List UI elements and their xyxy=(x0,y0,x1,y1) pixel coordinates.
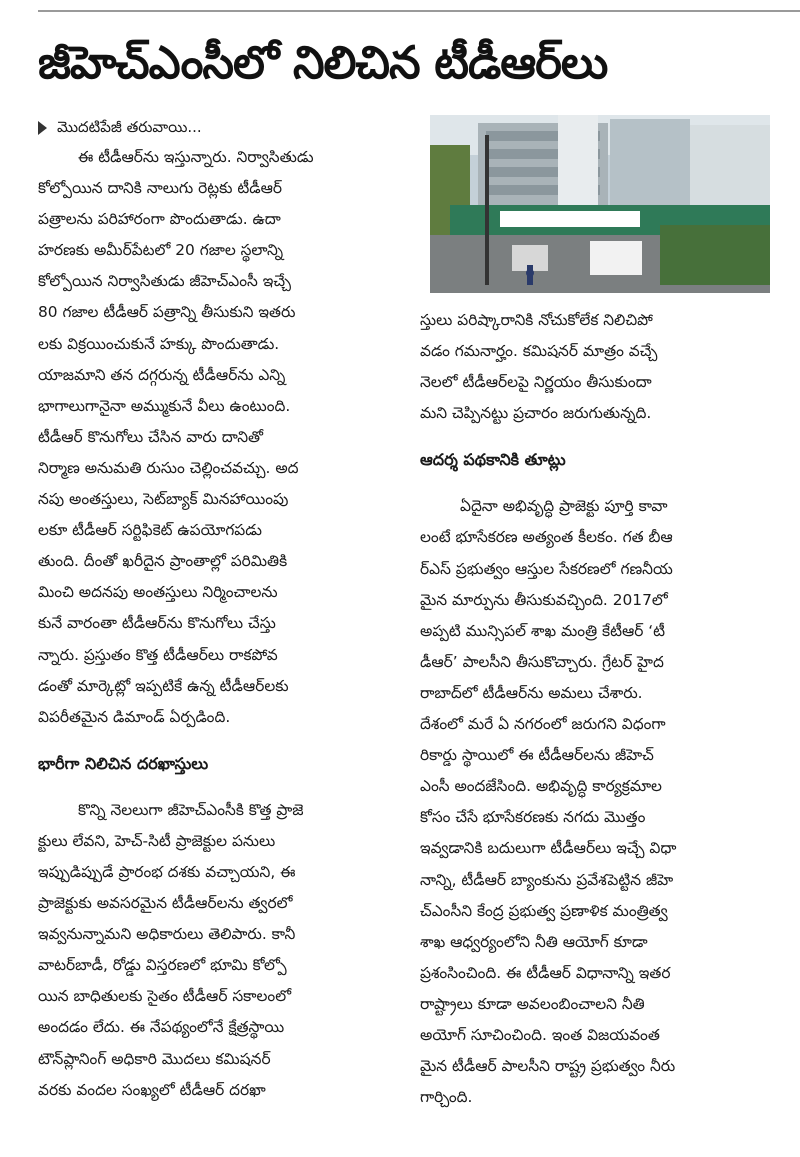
top-rule xyxy=(38,10,800,12)
text-line: 80 గజాల టీడీఆర్ పత్రాన్ని తీసుకుని ఇతరు xyxy=(38,303,296,322)
text-line: ఇప్పుడిప్పుడే ప్రారంభ దశకు వచ్చాయని, ఈ xyxy=(38,862,296,881)
text-line: చ్‌ఎంసీని కేంద్ర ప్రభుత్వ ప్రణాళిక మంత్రిత్వ xyxy=(420,901,668,920)
text-line: కొన్ని నెలలుగా జీహెచ్‌ఎంసీకి కొత్త ప్రాజె xyxy=(78,800,304,819)
text-line: లంటే భూసేకరణ అత్యంత కీలకం. గత బీఆ xyxy=(420,528,673,547)
text-line: వాటర్‌బాడీ, రోడ్డు విస్తరణలో భూమి కోల్పో xyxy=(38,956,287,975)
text-line: న్నారు. ప్రస్తుతం కొత్త టీడీఆర్‌లు రాకపోవ xyxy=(38,645,278,664)
text-line: ప్రశంసించింది. ఈ టీడీఆర్ విధానాన్ని ఇతర xyxy=(420,963,671,982)
left-column xyxy=(38,112,406,1106)
text-line: మించి అదనపు అంతస్తులు నిర్మించాలను xyxy=(38,583,278,602)
text-line: టీడీఆర్ కొనుగోలు చేసిన వారు దానితో xyxy=(38,427,264,446)
chevron-right-icon xyxy=(38,121,47,135)
text-line: ర్ఎస్ ప్రభుత్వం ఆస్తుల సేకరణలో గణనీయ xyxy=(420,559,673,578)
headline: జీహెచ్‌ఎంసీలో నిలిచిన టీడీఆర్‌లు xyxy=(38,36,608,89)
text-line: నిర్మాణ అనుమతి రుసుం చెల్లించవచ్చు. అద xyxy=(38,458,299,477)
text-line: దేశంలో మరే ఏ నగరంలో జరుగని విధంగా xyxy=(420,715,666,734)
right-body-1 xyxy=(420,305,782,429)
text-line: వడం గమనార్హం. కమిషనర్ మాత్రం వచ్చే xyxy=(420,342,658,361)
text-line: లకు విక్రయించుకునే హక్కు పొందుతాడు. xyxy=(38,334,280,353)
text-line: వరకు వందల సంఖ్యలో టీడీఆర్ దరఖా xyxy=(38,1080,266,1099)
text-line: నాన్ని, టీడీఆర్ బ్యాంకును ప్రవేశపెట్టిన జీహె xyxy=(420,870,674,889)
text-line: మైన మార్పును తీసుకువచ్చింది. 2017లో xyxy=(420,590,668,609)
text-line: ఎంసీ అందజేసింది. అభివృద్ధి కార్యక్రమాల xyxy=(420,777,662,796)
text-line: మని చెప్పినట్టు ప్రచారం జరుగుతున్నది. xyxy=(420,404,652,423)
text-line: గార్చింది. xyxy=(420,1088,473,1107)
continued-label: మొదటిపేజీ తరువాయి... xyxy=(57,118,202,136)
right-body-2 xyxy=(420,491,782,1113)
subhead-2: ఆదర్శ పథకానికి తూట్లు xyxy=(420,450,566,470)
text-line: తుంది. దీంతో ఖరీదైన ప్రాంతాల్లో పరిమితికి xyxy=(38,552,288,571)
text-line: యిన బాధితులకు సైతం టీడీఆర్ సకాలంలో xyxy=(38,987,292,1006)
text-line: కోసం చేసే భూసేకరణకు నగదు మొత్తం xyxy=(420,808,646,827)
text-line: రాష్ట్రాలు కూడా అవలంబించాలని నీతి xyxy=(420,994,645,1013)
left-body-2 xyxy=(38,795,406,1106)
text-line: ఇవ్వడానికి బదులుగా టీడీఆర్‌లు ఇచ్చే విధా xyxy=(420,839,677,858)
text-line: భాగాలుగానైనా అమ్ముకునే వీలు ఉంటుంది. xyxy=(38,396,291,415)
text-line: స్తులు పరిష్కారానికి నోచుకోలేక నిలిచిపో xyxy=(420,311,653,329)
text-line: డంతో మార్కెట్లో ఇప్పటికే ఉన్న టీడీఆర్‌లకు xyxy=(38,676,289,695)
subhead-1: భారీగా నిలిచిన దరఖాస్తులు xyxy=(38,753,209,773)
text-line: అందడం లేదు. ఈ నేపథ్యంలోనే క్షేత్రస్థాయి xyxy=(38,1018,285,1037)
right-column xyxy=(420,305,782,1113)
text-line: కోల్పోయిన దానికి నాలుగు రెట్లకు టీడీఆర్ xyxy=(38,179,283,198)
text-line: కునే వారంతా టీడీఆర్‌ను కొనుగోలు చేస్తు xyxy=(38,614,276,633)
text-line: శాఖ ఆధ్వర్యంలోని నీతి ఆయోగ్ కూడా xyxy=(420,932,648,951)
text-line: హరణకు అమీర్‌పేటలో 20 గజాల స్థలాన్ని xyxy=(38,241,284,260)
text-line: నెలలో టీడీఆర్‌లపై నిర్ణయం తీసుకుందా xyxy=(420,373,652,392)
text-line: ప్రాజెక్టుకు అవసరమైన టీడీఆర్‌లను త్వరలో xyxy=(38,894,293,913)
text-line: నపు అంతస్తులు, సెట్‌బ్యాక్ మినహాయింపు xyxy=(38,490,289,509)
text-line: క్టులు లేవని, హెచ్-సిటీ ప్రాజెక్టుల పనులు xyxy=(38,831,276,850)
left-body-1 xyxy=(38,142,406,733)
text-line: ఈ టీడీఆర్‌ను ఇస్తున్నారు. నిర్వాసితుడు xyxy=(78,148,314,166)
text-line: లకూ టీడీఆర్ సర్టిఫికెట్ ఉపయోగపడు xyxy=(38,521,262,540)
text-line: యాజమాని తన దగ్గరున్న టీడీఆర్‌ను ఎన్ని xyxy=(38,365,286,384)
text-line: విపరీతమైన డిమాండ్ ఏర్పడింది. xyxy=(38,707,231,726)
text-line: ఇవ్వనున్నామని అధికారులు తెలిపారు. కానీ xyxy=(38,925,296,944)
continued-kicker xyxy=(38,112,406,142)
text-line: మైన టీడీఆర్ పాలసీని రాష్ట్ర ప్రభుత్వం నీరు xyxy=(420,1057,676,1076)
building-photo-illustration xyxy=(430,115,770,293)
text-line: డీఆర్’ పాలసీని తీసుకొచ్చారు. గ్రేటర్ హైద xyxy=(420,652,664,671)
text-line: రికార్డు స్థాయిలో ఈ టీడీఆర్‌లను జీహెచ్ xyxy=(420,746,654,765)
news-photo xyxy=(430,115,770,293)
text-line: అయోగ్ సూచించింది. ఇంత విజయవంత xyxy=(420,1025,660,1044)
text-line: రాబాద్‌లో టీడీఆర్‌ను అమలు చేశారు. xyxy=(420,683,643,702)
text-line: అప్పటి మున్సిపల్ శాఖ మంత్రి కేటీఆర్ ‘టీ xyxy=(420,621,666,640)
text-line: పత్రాలను పరిహారంగా పొందుతాడు. ఉదా xyxy=(38,210,281,229)
text-line: టౌన్‌ప్లానింగ్ అధికారి మొదలు కమిషనర్ xyxy=(38,1049,271,1068)
text-line: కోల్పోయిన నిర్వాసితుడు జీహెచ్‌ఎంసీ ఇచ్చే xyxy=(38,272,291,291)
text-line: ఏదైనా అభివృద్ధి ప్రాజెక్టు పూర్తి కావా xyxy=(460,497,668,516)
